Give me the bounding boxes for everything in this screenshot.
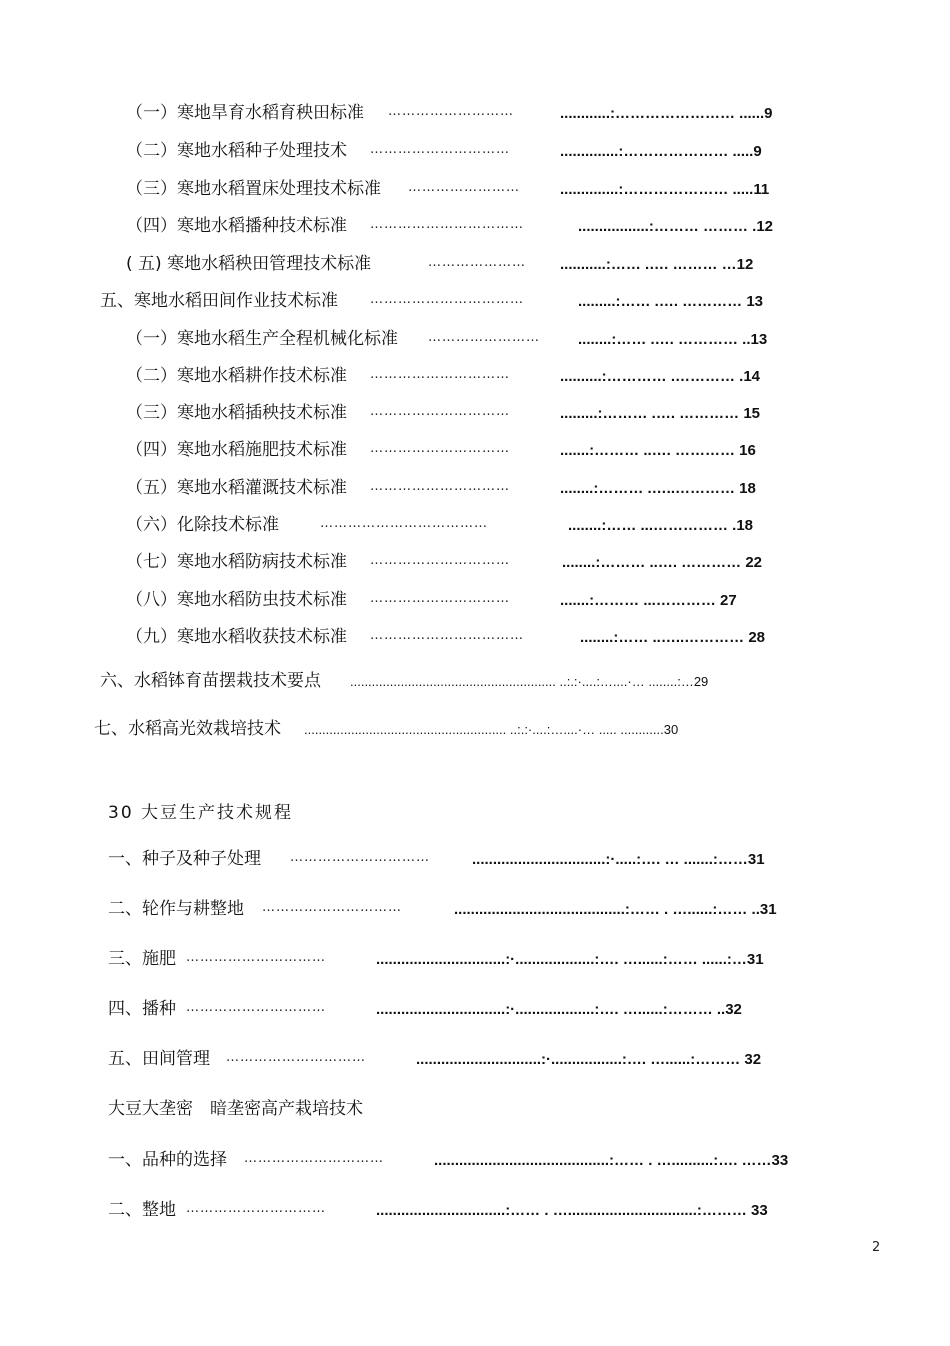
toc-leader-dots: …………………… [408,180,520,195]
toc-page-ref: ........:…… .…. ………… ..13 [578,331,768,348]
toc-page-ref: ...............................:·...................:…. …......:……… ..32 [376,1001,742,1018]
toc-entry-label: 三、施肥 [108,949,176,969]
toc-leader-dots: ………………………… [186,950,326,965]
toc-entry-label: 七、水稻高光效栽培技术 [94,719,281,739]
toc-entry-label: （八）寒地水稻防虫技术标准 [126,590,347,610]
toc-page-ref: ...............................:·...................:…. …......:…… ......:…31 [376,951,764,968]
toc-entry-label: 五、田间管理 [108,1049,210,1069]
toc-entry-label: 六、水稻钵育苗摆栽技术要点 [100,671,321,691]
toc-leader-dots: ……………………… [388,104,514,119]
toc-entry-label: 五、寒地水稻田间作业技术标准 [100,291,338,311]
toc-entry-label: （二）寒地水稻耕作技术标准 [126,366,347,386]
toc-entry-label: （四）寒地水稻播种技术标准 [126,216,347,236]
toc-page-ref: ................................:·.....:…. … .......:……31 [472,851,765,868]
toc-page-ref: ........:…… ..…..………… 28 [580,629,766,646]
toc-leader-dots: ………………………… [370,553,510,568]
toc-leader-dots: …………………………… [370,292,524,307]
toc-entry-label: （三）寒地水稻置床处理技术标准 [126,179,381,199]
toc-page-ref: ........:……… .…..………… 18 [560,480,756,497]
toc-leader-dots: ………………………… [290,850,430,865]
toc-page-ref: .........:…… .…. ………… 13 [578,293,764,310]
toc-entry-label: ( 五) 寒地水稻秧田管理技术标准 [126,254,372,274]
toc-page-ref: ...............................:…… . …...............................:……… 33 [376,1202,768,1219]
toc-leader-dots: …………………………… [370,217,524,232]
toc-entry-label: 一、种子及种子处理 [108,849,261,869]
toc-entry-label: 二、整地 [108,1200,176,1220]
toc-page-ref: .........................................:…… . …......:…… ..31 [454,901,777,918]
toc-leader-dots: …………………………… [370,628,524,643]
toc-leader-dots: ………………………… [370,142,510,157]
toc-leader-dots: ………………………… [370,591,510,606]
toc-entry-label: （一）寒地水稻生产全程机械化标准 [126,329,398,349]
toc-leader-dots: ………………… [428,255,526,270]
toc-leader-dots: ………………………… [244,1151,384,1166]
toc-page-ref: ..........................................:…… . …..........:…. ……33 [434,1152,789,1169]
toc-page-ref: ..............................:·.................:…. …......:……… 32 [416,1051,762,1068]
toc-leader-dots: ........................................................ ..:.:·....:…....·… ..... ............30 [304,722,679,737]
toc-page-ref: ..............:………………… .....9 [560,143,762,160]
toc-page-ref: .......:……… ...………… 27 [560,592,737,609]
toc-leader-dots: ......................................................... ..:.:·....:…....·… ........:…29 [350,674,709,689]
toc-page-ref: .......:……… ..…. ………… 16 [560,442,756,459]
toc-leader-dots: ………………………… [186,1000,326,1015]
toc-leader-dots: …………………… [428,330,540,345]
toc-leader-dots: ……………………………… [320,516,488,531]
toc-entry-label: （九）寒地水稻收获技术标准 [126,627,347,647]
toc-leader-dots: ………………………… [262,900,402,915]
toc-entry-label: 一、品种的选择 [108,1150,227,1170]
toc-page-ref: ..........:………… .………… .14 [560,368,761,385]
page-number: 2 [872,1240,881,1255]
toc-entry-label: （一）寒地旱育水稻育秧田标准 [126,103,364,123]
toc-entry-label: 二、轮作与耕整地 [108,899,244,919]
toc-entry-label: （四）寒地水稻施肥技术标准 [126,440,347,460]
toc-page-ref: ............:…………………… ......9 [560,105,773,122]
toc-entry-label: （五）寒地水稻灌溉技术标准 [126,478,347,498]
toc-entry-label: （六）化除技术标准 [126,515,279,535]
toc-leader-dots: ………………………… [370,404,510,419]
toc-page-ref: .........:……… .…. ………… 15 [560,405,761,422]
toc-leader-dots: ………………………… [370,367,510,382]
toc-leader-dots: ………………………… [370,479,510,494]
toc-page-ref: ........:…… ...…………… .18 [568,517,754,534]
toc-entry-label: （二）寒地水稻种子处理技术 [126,141,347,161]
toc-page-ref: ...........:…… .…. ……… …12 [560,256,754,273]
toc-leader-dots: ………………………… [186,1201,326,1216]
toc-entry-label: 四、播种 [108,999,176,1019]
toc-leader-dots: ………………………… [226,1050,366,1065]
section-title-soybean-ridge: 大豆大垄密 暗垄密高产栽培技术 [108,1099,363,1119]
toc-page-ref: ........:……… ..…. ………… 22 [562,554,763,571]
toc-page-ref: .................:……… ……… .12 [578,218,774,235]
section-title-soybean: 30 大豆生产技术规程 [108,803,294,823]
toc-entry-label: （三）寒地水稻插秧技术标准 [126,403,347,423]
toc-leader-dots: ………………………… [370,441,510,456]
toc-entry-label: （七）寒地水稻防病技术标准 [126,552,347,572]
toc-page-ref: ..............:………………… .....11 [560,181,770,198]
